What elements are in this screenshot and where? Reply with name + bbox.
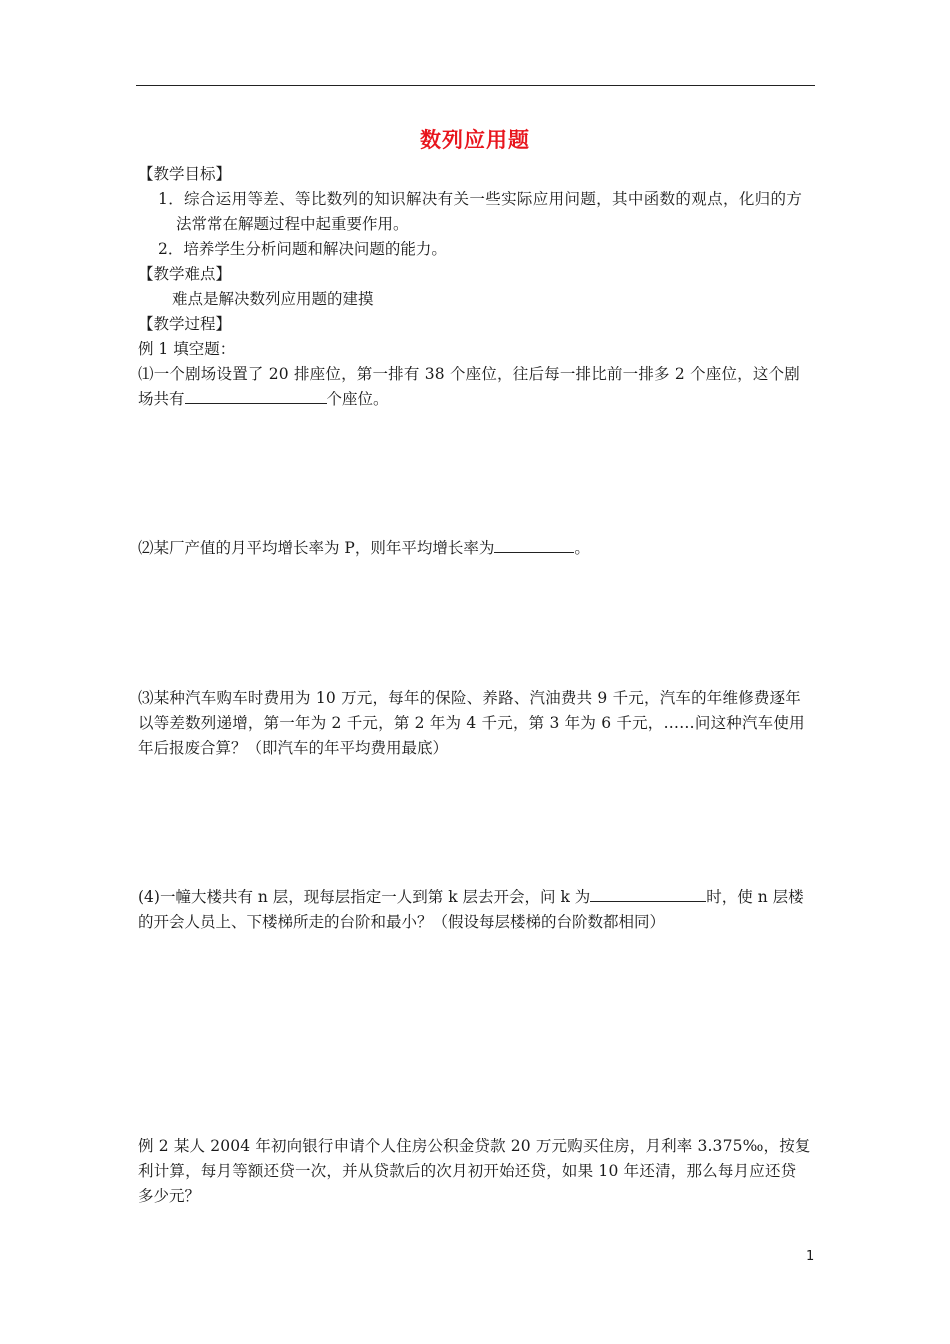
question-4-prefix: (4)一幢大楼共有 n 层，现每层指定一人到第 k 层去开会，问 k 为	[138, 888, 591, 906]
example-2-line-1: 例 2 某人 2004 年初向银行申请个人住房公积金贷款 20 万元购买住房，月利率 3.375‰，按复	[138, 1137, 811, 1155]
question-4-line-1	[138, 887, 804, 907]
answer-blank-1[interactable]	[185, 389, 327, 404]
goal-1-line-1: 1．综合运用等差、等比数列的知识解决有关一些实际应用问题，其中函数的观点，化归的方	[158, 190, 803, 208]
document-title: 数列应用题	[420, 128, 530, 152]
example-1-heading: 例 1 填空题：	[138, 340, 236, 358]
header-rule	[136, 85, 815, 86]
goals-heading: 【教学目标】	[138, 165, 232, 183]
question-3-line-3: 年后报废合算？（即汽车的年平均费用最底）	[138, 739, 449, 757]
question-1-prefix: 场共有	[138, 390, 185, 408]
question-1-suffix: 个座位。	[326, 390, 389, 408]
question-4-line-2: 的开会人员上、下楼梯所走的台阶和最小？（假设每层楼梯的台阶数都相同）	[138, 913, 666, 931]
goal-1-line-2: 法常常在解题过程中起重要作用。	[176, 215, 409, 233]
question-4-suffix: 时，使 n 层楼	[706, 888, 804, 906]
difficulty-heading: 【教学难点】	[138, 265, 232, 283]
difficulty-text: 难点是解决数列应用题的建摸	[172, 290, 374, 308]
question-2-suffix: 。	[574, 539, 590, 557]
page-number: 1	[806, 1249, 815, 1264]
process-heading: 【教学过程】	[138, 315, 232, 333]
question-2-prefix: ⑵某厂产值的月平均增长率为 P，则年平均增长率为	[138, 539, 495, 557]
example-2-line-2: 利计算，每月等额还贷一次，并从贷款后的次月初开始还贷，如果 10 年还清，那么每月应还贷	[138, 1162, 797, 1180]
answer-blank-4[interactable]	[590, 887, 706, 902]
question-1-line-1: ⑴一个剧场设置了 20 排座位，第一排有 38 个座位，往后每一排比前一排多 2 个座位，这个剧	[138, 365, 800, 383]
goal-2: 2．培养学生分析问题和解决问题的能力。	[158, 240, 447, 258]
answer-blank-2[interactable]	[494, 538, 574, 553]
question-3-line-2: 以等差数列递增，第一年为 2 千元，第 2 年为 4 千元，第 3 年为 6 千元，……问这种汽车使用	[138, 714, 805, 732]
question-1-line-2	[138, 389, 389, 409]
question-2	[138, 538, 590, 558]
question-3-line-1: ⑶某种汽车购车时费用为 10 万元，每年的保险、养路、汽油费共 9 千元，汽车的年维修费逐年	[138, 689, 801, 707]
example-2-line-3: 多少元？	[138, 1187, 201, 1205]
